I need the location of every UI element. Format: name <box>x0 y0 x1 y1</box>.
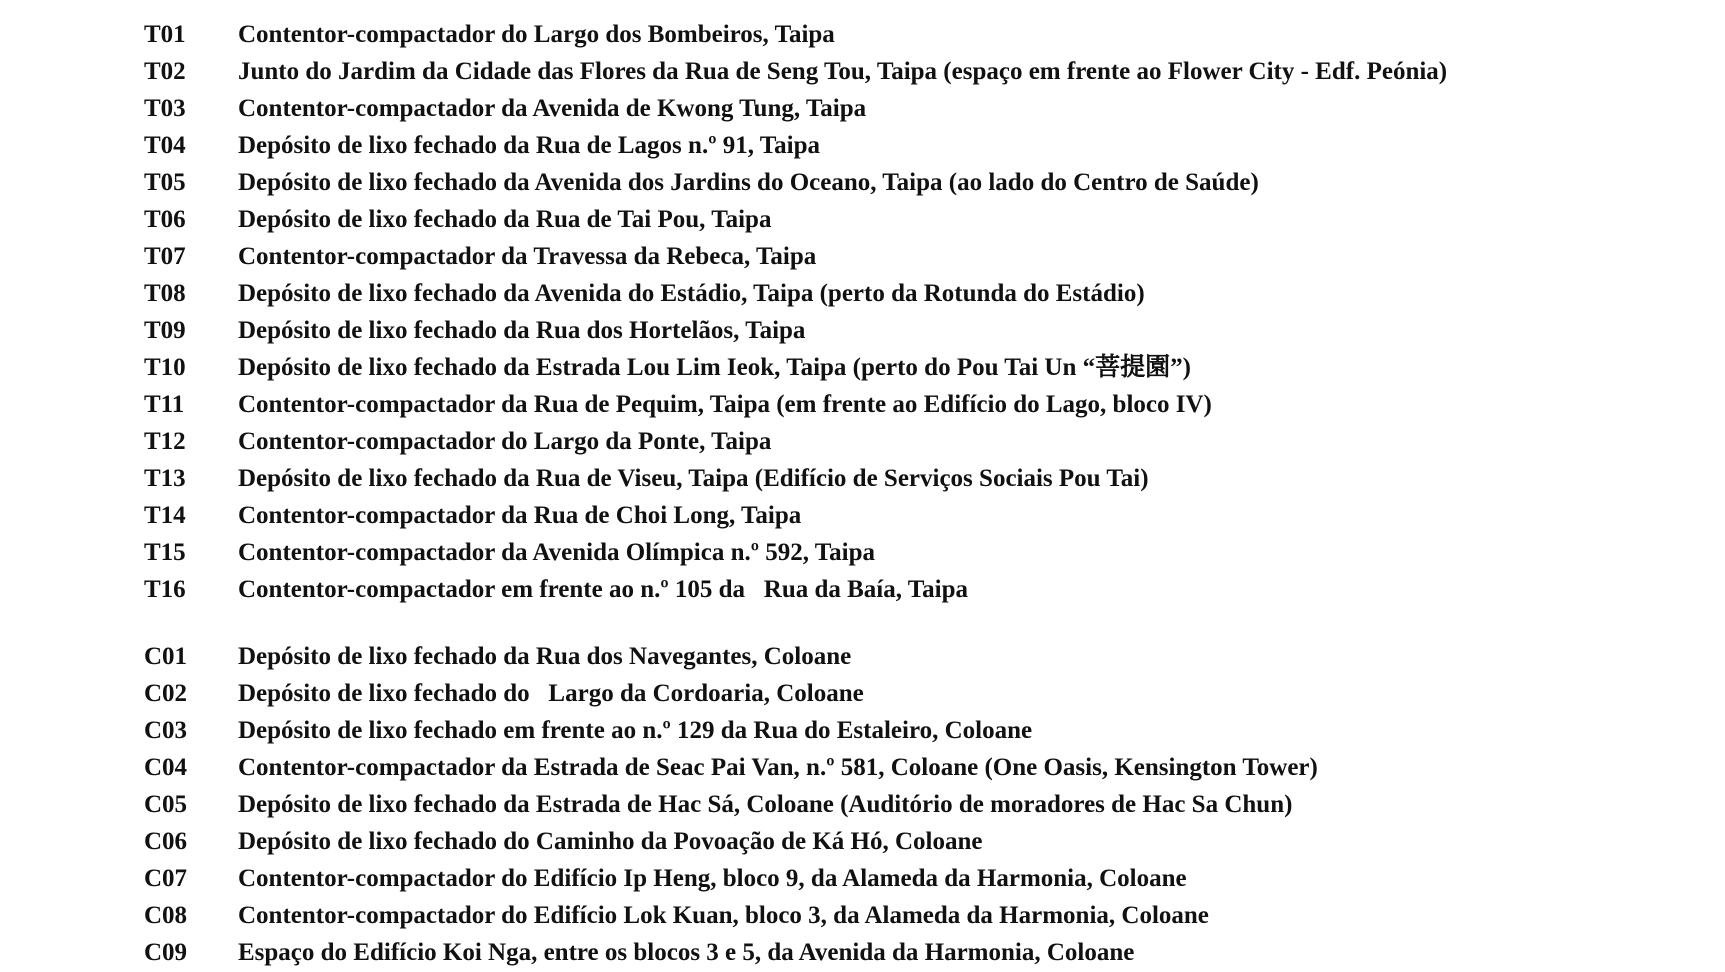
location-description: Contentor-compactador da Travessa da Rebeca, Taipa <box>238 243 817 270</box>
location-code: T09 <box>144 317 186 344</box>
location-code: T15 <box>144 539 186 566</box>
location-code: T10 <box>144 354 186 381</box>
list-item <box>0 460 1725 497</box>
list-item <box>0 53 1725 90</box>
location-description: Contentor-compactador da Avenida de Kwong Tung, Taipa <box>238 95 867 122</box>
location-description: Contentor-compactador do Edifício Lok Kuan, bloco 3, da Alameda da Harmonia, Coloane <box>238 902 1209 929</box>
list-item <box>0 127 1725 164</box>
location-code: T16 <box>144 576 186 603</box>
location-description: Contentor-compactador do Largo da Ponte, Taipa <box>238 428 772 455</box>
coloane-locations-list <box>0 638 1725 971</box>
list-item <box>0 386 1725 423</box>
list-item <box>0 275 1725 312</box>
list-item <box>0 823 1725 860</box>
location-description: Depósito de lixo fechado em frente ao n.º 129 da Rua do Estaleiro, Coloane <box>238 717 1033 744</box>
list-item <box>0 638 1725 675</box>
location-code: C03 <box>144 717 188 744</box>
list-item <box>0 497 1725 534</box>
location-description: Depósito de lixo fechado da Estrada de Hac Sá, Coloane (Auditório de moradores de Hac Sa Chun) <box>238 791 1293 818</box>
location-description: Espaço do Edifício Koi Nga, entre os blocos 3 e 5, da Avenida da Harmonia, Coloane <box>238 939 1135 966</box>
location-description: Depósito de lixo fechado da Rua de Viseu, Taipa (Edifício de Serviços Sociais Pou Tai) <box>238 465 1149 492</box>
location-description: Depósito de lixo fechado da Rua de Tai Pou, Taipa <box>238 206 772 233</box>
list-item <box>0 201 1725 238</box>
location-code: T05 <box>144 169 186 196</box>
location-code: C02 <box>144 680 188 707</box>
location-code: T06 <box>144 206 186 233</box>
list-item <box>0 534 1725 571</box>
location-code: C09 <box>144 939 188 966</box>
location-description: Junto do Jardim da Cidade das Flores da Rua de Seng Tou, Taipa (espaço em frente ao Flower City - Edf. Peónia) <box>238 58 1448 85</box>
location-code: C06 <box>144 828 188 855</box>
list-item <box>0 164 1725 201</box>
list-item <box>0 786 1725 823</box>
list-item <box>0 90 1725 127</box>
location-description: Depósito de lixo fechado do Caminho da Povoação de Ká Hó, Coloane <box>238 828 983 855</box>
list-item <box>0 749 1725 786</box>
location-code: T02 <box>144 58 186 85</box>
location-code: T14 <box>144 502 186 529</box>
location-description: Depósito de lixo fechado da Rua dos Hortelãos, Taipa <box>238 317 806 344</box>
list-item <box>0 16 1725 53</box>
location-code: C05 <box>144 791 188 818</box>
location-description: Contentor-compactador da Avenida Olímpica n.º 592, Taipa <box>238 539 876 566</box>
list-item <box>0 934 1725 971</box>
list-item <box>0 712 1725 749</box>
location-code: C01 <box>144 643 188 670</box>
location-description: Depósito de lixo fechado da Estrada Lou Lim Ieok, Taipa (perto do Pou Tai Un “菩提園”) <box>238 354 1191 381</box>
location-code: T12 <box>144 428 186 455</box>
list-item <box>0 860 1725 897</box>
location-description: Contentor-compactador da Rua de Choi Long, Taipa <box>238 502 802 529</box>
location-description: Contentor-compactador da Rua de Pequim, Taipa (em frente ao Edifício do Lago, bloco IV) <box>238 391 1212 418</box>
location-description: Depósito de lixo fechado do Largo da Cordoaria, Coloane <box>238 680 864 707</box>
taipa-locations-list <box>0 16 1725 608</box>
location-description: Contentor-compactador do Edifício Ip Heng, bloco 9, da Alameda da Harmonia, Coloane <box>238 865 1187 892</box>
location-code: C08 <box>144 902 188 929</box>
location-code: T11 <box>144 391 185 418</box>
location-description: Depósito de lixo fechado da Avenida do Estádio, Taipa (perto da Rotunda do Estádio) <box>238 280 1145 307</box>
location-code: T04 <box>144 132 186 159</box>
location-description: Depósito de lixo fechado da Rua de Lagos n.º 91, Taipa <box>238 132 820 159</box>
location-description: Contentor-compactador da Estrada de Seac Pai Van, n.º 581, Coloane (One Oasis, Kensington Tower) <box>238 754 1318 781</box>
list-item <box>0 238 1725 275</box>
list-item <box>0 571 1725 608</box>
location-code: T01 <box>144 21 186 48</box>
location-code: T03 <box>144 95 186 122</box>
location-code: T13 <box>144 465 186 492</box>
location-description: Contentor-compactador do Largo dos Bombeiros, Taipa <box>238 21 835 48</box>
location-description: Contentor-compactador em frente ao n.º 105 da Rua da Baía, Taipa <box>238 576 969 603</box>
list-item <box>0 897 1725 934</box>
location-description: Depósito de lixo fechado da Avenida dos Jardins do Oceano, Taipa (ao lado do Centro de Saúde) <box>238 169 1259 196</box>
location-code: T08 <box>144 280 186 307</box>
list-item <box>0 423 1725 460</box>
location-description: Depósito de lixo fechado da Rua dos Navegantes, Coloane <box>238 643 852 670</box>
list-item <box>0 675 1725 712</box>
list-item <box>0 312 1725 349</box>
location-code: C07 <box>144 865 188 892</box>
location-code: T07 <box>144 243 186 270</box>
location-code: C04 <box>144 754 188 781</box>
list-item <box>0 349 1725 386</box>
